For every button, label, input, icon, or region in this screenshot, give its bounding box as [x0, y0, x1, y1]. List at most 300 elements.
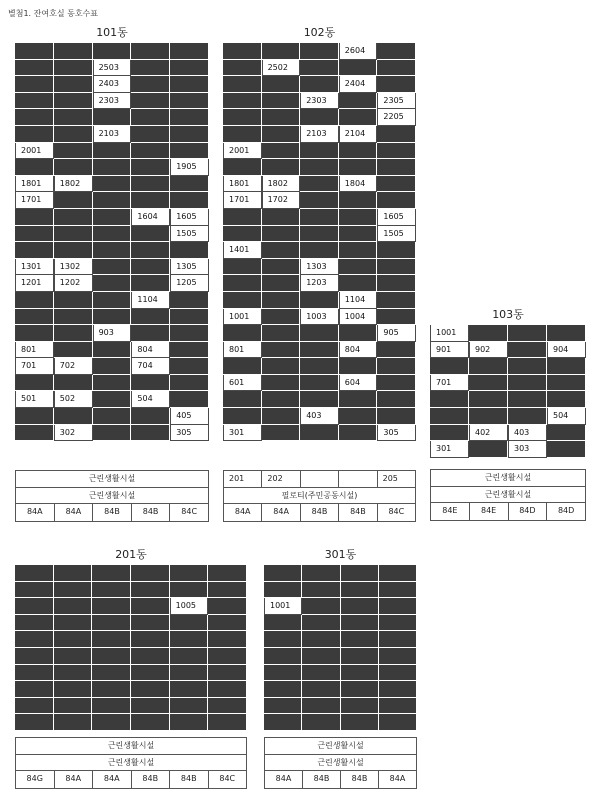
occupied-unit	[208, 665, 247, 682]
occupied-unit	[377, 358, 416, 375]
occupied-unit	[469, 391, 508, 408]
occupied-unit	[300, 425, 339, 442]
facility-label: 근린생활시설	[88, 474, 136, 483]
available-unit: 1801	[15, 176, 54, 193]
occupied-unit	[377, 159, 416, 176]
unit-type-label: 84B	[93, 504, 132, 521]
available-unit: 405	[170, 408, 209, 425]
occupied-unit	[131, 126, 170, 143]
occupied-unit	[262, 325, 301, 342]
occupied-unit	[223, 226, 262, 243]
building-title: 101동	[96, 26, 128, 39]
occupied-unit	[262, 93, 301, 110]
building-102-chart	[223, 24, 416, 520]
unit-type-row	[431, 503, 585, 520]
occupied-unit	[93, 143, 132, 160]
occupied-unit	[300, 159, 339, 176]
occupied-unit	[300, 292, 339, 309]
occupied-unit	[208, 631, 247, 648]
occupied-unit	[131, 598, 170, 615]
occupied-unit	[377, 309, 416, 326]
occupied-unit	[54, 342, 93, 359]
available-unit: 403	[508, 425, 547, 442]
building-103-chart	[430, 306, 586, 520]
occupied-unit	[54, 598, 93, 615]
occupied-unit	[262, 259, 301, 276]
unit-type-label: 84C	[388, 507, 405, 517]
facility-row	[224, 488, 415, 505]
available-unit: 1205	[170, 275, 209, 292]
occupied-unit	[15, 598, 54, 615]
available-unit: 804	[131, 342, 170, 359]
occupied-unit	[379, 714, 417, 731]
occupied-unit	[339, 226, 378, 243]
occupied-unit	[54, 408, 93, 425]
occupied-unit	[54, 615, 93, 632]
occupied-unit	[131, 714, 170, 731]
occupied-unit	[377, 408, 416, 425]
available-unit: 2001	[15, 143, 54, 160]
available-unit: 2305	[377, 93, 416, 110]
occupied-unit	[54, 242, 93, 259]
building-footer	[223, 470, 416, 522]
unit-type-label: 84A	[389, 774, 406, 784]
occupied-unit	[54, 43, 93, 60]
occupied-unit	[339, 109, 378, 126]
occupied-unit	[131, 309, 170, 326]
facility-label: 근린생활시설	[317, 757, 364, 767]
occupied-unit	[93, 226, 132, 243]
occupied-unit	[377, 275, 416, 292]
occupied-unit	[131, 76, 170, 93]
occupied-unit	[170, 648, 209, 665]
occupied-unit	[54, 209, 93, 226]
occupied-unit	[469, 375, 508, 392]
occupied-unit	[339, 159, 378, 176]
occupied-unit	[54, 648, 93, 665]
occupied-unit	[262, 292, 301, 309]
occupied-unit	[339, 391, 378, 408]
occupied-unit	[508, 391, 547, 408]
available-unit: 2303	[93, 93, 132, 110]
occupied-unit	[379, 698, 417, 715]
occupied-unit	[300, 143, 339, 160]
unit-type-label: 84E	[431, 503, 470, 520]
occupied-unit	[300, 43, 339, 60]
occupied-unit	[300, 109, 339, 126]
facility-row	[265, 755, 416, 772]
available-unit: 2205	[377, 109, 416, 126]
occupied-unit	[170, 391, 209, 408]
occupied-unit	[264, 681, 302, 698]
occupied-unit	[131, 176, 170, 193]
occupied-unit	[92, 648, 131, 665]
occupied-unit	[377, 143, 416, 160]
building-title: 201동	[115, 548, 147, 561]
occupied-unit	[15, 126, 54, 143]
occupied-unit	[379, 665, 417, 682]
available-unit: 501	[15, 391, 54, 408]
occupied-unit	[93, 259, 132, 276]
available-unit: 1104	[339, 292, 378, 309]
occupied-unit	[15, 93, 54, 110]
occupied-unit	[93, 425, 132, 442]
occupied-unit	[379, 631, 417, 648]
occupied-unit	[131, 615, 170, 632]
occupied-unit	[223, 126, 262, 143]
occupied-unit	[15, 714, 54, 731]
unit-type-row	[16, 771, 246, 788]
facility-label: 202	[262, 471, 300, 487]
occupied-unit	[93, 109, 132, 126]
occupied-unit	[469, 358, 508, 375]
occupied-unit	[262, 309, 301, 326]
document-title: 별첨1. 잔여호실 동호수표	[8, 9, 98, 18]
facility-label	[301, 471, 339, 487]
occupied-unit	[93, 408, 132, 425]
occupied-unit	[302, 665, 340, 682]
unit-type-label: 84B	[170, 771, 209, 788]
occupied-unit	[547, 391, 586, 408]
occupied-unit	[131, 408, 170, 425]
occupied-unit	[170, 565, 209, 582]
occupied-unit	[93, 192, 132, 209]
occupied-unit	[54, 681, 93, 698]
occupied-unit	[54, 309, 93, 326]
occupied-unit	[223, 292, 262, 309]
occupied-unit	[339, 259, 378, 276]
occupied-unit	[93, 391, 132, 408]
occupied-unit	[379, 648, 417, 665]
unit-type-label: 84C	[219, 774, 236, 784]
occupied-unit	[264, 582, 302, 599]
occupied-unit	[339, 275, 378, 292]
occupied-unit	[300, 192, 339, 209]
unit-grid	[15, 564, 247, 731]
available-unit: 1605	[170, 209, 209, 226]
occupied-unit	[15, 582, 54, 599]
available-unit: 1702	[262, 192, 301, 209]
occupied-unit	[341, 615, 379, 632]
occupied-unit	[131, 665, 170, 682]
occupied-unit	[131, 681, 170, 698]
occupied-unit	[262, 391, 301, 408]
occupied-unit	[93, 375, 132, 392]
occupied-unit	[302, 631, 340, 648]
available-unit: 305	[377, 425, 416, 442]
occupied-unit	[223, 76, 262, 93]
available-unit: 303	[508, 441, 547, 458]
facility-row	[431, 487, 585, 504]
occupied-unit	[15, 665, 54, 682]
occupied-unit	[223, 408, 262, 425]
occupied-unit	[341, 714, 379, 731]
available-unit: 1104	[131, 292, 170, 309]
occupied-unit	[341, 665, 379, 682]
occupied-unit	[223, 259, 262, 276]
occupied-unit	[208, 681, 247, 698]
occupied-unit	[430, 408, 469, 425]
facility-row	[265, 738, 416, 755]
facility-row	[16, 488, 208, 505]
facility-label: 근린생활시설	[484, 489, 532, 499]
occupied-unit	[92, 631, 131, 648]
unit-type-label: 84B	[339, 504, 377, 521]
available-unit: 1003	[300, 309, 339, 326]
occupied-unit	[54, 76, 93, 93]
occupied-unit	[377, 76, 416, 93]
occupied-unit	[131, 159, 170, 176]
occupied-unit	[300, 60, 339, 77]
occupied-unit	[264, 698, 302, 715]
occupied-unit	[170, 714, 209, 731]
unit-type-label: 84C	[181, 507, 198, 517]
unit-type-row	[224, 504, 415, 521]
available-unit: 1005	[170, 598, 209, 615]
building-title: 103동	[492, 308, 524, 321]
occupied-unit	[131, 425, 170, 442]
occupied-unit	[170, 582, 209, 599]
facility-label: 근린생활시설	[107, 741, 155, 750]
occupied-unit	[92, 714, 131, 731]
occupied-unit	[54, 93, 93, 110]
facility-row	[16, 755, 246, 772]
occupied-unit	[170, 43, 209, 60]
occupied-unit	[131, 242, 170, 259]
occupied-unit	[223, 209, 262, 226]
available-unit: 2503	[93, 60, 132, 77]
occupied-unit	[508, 325, 547, 342]
occupied-unit	[93, 176, 132, 193]
available-unit: 901	[430, 342, 469, 359]
available-unit: 1303	[300, 259, 339, 276]
occupied-unit	[170, 309, 209, 326]
occupied-unit	[170, 126, 209, 143]
occupied-unit	[170, 342, 209, 359]
occupied-unit	[170, 109, 209, 126]
occupied-unit	[131, 143, 170, 160]
occupied-unit	[131, 698, 170, 715]
occupied-unit	[264, 631, 302, 648]
available-unit: 1203	[300, 275, 339, 292]
unit-type-label: 84A	[265, 771, 303, 788]
occupied-unit	[264, 665, 302, 682]
occupied-unit	[430, 358, 469, 375]
available-unit: 905	[377, 325, 416, 342]
available-unit: 1802	[262, 176, 301, 193]
occupied-unit	[54, 631, 93, 648]
available-unit: 504	[131, 391, 170, 408]
unit-type-label: 84B	[132, 771, 171, 788]
occupied-unit	[15, 209, 54, 226]
occupied-unit	[377, 342, 416, 359]
occupied-unit	[93, 292, 132, 309]
occupied-unit	[15, 109, 54, 126]
available-unit: 1905	[170, 159, 209, 176]
unit-type-label: 84E	[470, 503, 509, 520]
occupied-unit	[469, 325, 508, 342]
occupied-unit	[223, 391, 262, 408]
occupied-unit	[377, 176, 416, 193]
occupied-unit	[302, 565, 340, 582]
available-unit: 1802	[54, 176, 93, 193]
occupied-unit	[15, 408, 54, 425]
occupied-unit	[302, 681, 340, 698]
occupied-unit	[547, 425, 586, 442]
occupied-unit	[302, 648, 340, 665]
occupied-unit	[223, 275, 262, 292]
occupied-unit	[341, 598, 379, 615]
occupied-unit	[377, 292, 416, 309]
available-unit: 1801	[223, 176, 262, 193]
occupied-unit	[15, 325, 54, 342]
occupied-unit	[300, 375, 339, 392]
occupied-unit	[300, 76, 339, 93]
occupied-unit	[131, 60, 170, 77]
occupied-unit	[93, 159, 132, 176]
available-unit: 1202	[54, 275, 93, 292]
unit-type-label: 84B	[301, 504, 339, 521]
unit-type-row	[265, 771, 416, 788]
occupied-unit	[262, 408, 301, 425]
occupied-unit	[170, 76, 209, 93]
occupied-unit	[339, 209, 378, 226]
occupied-unit	[208, 648, 247, 665]
building-footer	[15, 737, 247, 789]
occupied-unit	[131, 109, 170, 126]
occupied-unit	[170, 681, 209, 698]
occupied-unit	[262, 143, 301, 160]
occupied-unit	[262, 159, 301, 176]
building-301-chart	[264, 546, 417, 796]
occupied-unit	[92, 582, 131, 599]
unit-type-label: 84A	[55, 771, 94, 788]
occupied-unit	[469, 408, 508, 425]
occupied-unit	[469, 441, 508, 458]
occupied-unit	[339, 408, 378, 425]
available-unit: 1001	[223, 309, 262, 326]
occupied-unit	[54, 143, 93, 160]
occupied-unit	[15, 292, 54, 309]
unit-type-row	[16, 504, 208, 521]
occupied-unit	[131, 43, 170, 60]
facility-label	[339, 471, 377, 487]
occupied-unit	[262, 425, 301, 442]
facility-row	[16, 738, 246, 755]
available-unit: 701	[15, 358, 54, 375]
occupied-unit	[377, 391, 416, 408]
occupied-unit	[547, 325, 586, 342]
unit-type-label: 84A	[93, 771, 132, 788]
unit-grid	[264, 564, 417, 731]
occupied-unit	[547, 441, 586, 458]
occupied-unit	[54, 126, 93, 143]
available-unit: 1305	[170, 259, 209, 276]
unit-type-label: 84G	[16, 771, 55, 788]
occupied-unit	[508, 342, 547, 359]
available-unit: 1701	[15, 192, 54, 209]
occupied-unit	[341, 681, 379, 698]
occupied-unit	[300, 226, 339, 243]
occupied-unit	[341, 698, 379, 715]
occupied-unit	[170, 698, 209, 715]
available-unit: 903	[93, 325, 132, 342]
occupied-unit	[302, 582, 340, 599]
occupied-unit	[93, 358, 132, 375]
occupied-unit	[93, 309, 132, 326]
available-unit: 601	[223, 375, 262, 392]
unit-type-label: 84D	[509, 503, 548, 520]
building-footer	[15, 470, 209, 522]
building-101-chart	[15, 24, 209, 520]
occupied-unit	[92, 615, 131, 632]
occupied-unit	[15, 565, 54, 582]
occupied-unit	[131, 631, 170, 648]
occupied-unit	[92, 565, 131, 582]
occupied-unit	[93, 342, 132, 359]
occupied-unit	[15, 226, 54, 243]
occupied-unit	[92, 598, 131, 615]
occupied-unit	[131, 192, 170, 209]
available-unit: 801	[223, 342, 262, 359]
facility-label: 근린생활시설	[484, 473, 532, 482]
available-unit: 701	[430, 375, 469, 392]
available-unit: 301	[430, 441, 469, 458]
building-footer	[430, 469, 586, 521]
occupied-unit	[15, 698, 54, 715]
occupied-unit	[300, 342, 339, 359]
occupied-unit	[341, 631, 379, 648]
available-unit: 1604	[131, 209, 170, 226]
occupied-unit	[54, 375, 93, 392]
occupied-unit	[300, 176, 339, 193]
occupied-unit	[170, 176, 209, 193]
occupied-unit	[547, 375, 586, 392]
occupied-unit	[15, 425, 54, 442]
occupied-unit	[223, 109, 262, 126]
building-title: 102동	[303, 26, 336, 39]
available-unit: 1004	[339, 309, 378, 326]
occupied-unit	[15, 648, 54, 665]
occupied-unit	[54, 159, 93, 176]
occupied-unit	[508, 375, 547, 392]
occupied-unit	[131, 582, 170, 599]
occupied-unit	[131, 226, 170, 243]
occupied-unit	[93, 275, 132, 292]
occupied-unit	[54, 714, 93, 731]
available-unit: 704	[131, 358, 170, 375]
occupied-unit	[341, 565, 379, 582]
occupied-unit	[262, 209, 301, 226]
occupied-unit	[223, 43, 262, 60]
occupied-unit	[300, 325, 339, 342]
occupied-unit	[379, 565, 417, 582]
occupied-unit	[379, 615, 417, 632]
occupied-unit	[262, 76, 301, 93]
occupied-unit	[15, 76, 54, 93]
occupied-unit	[15, 681, 54, 698]
available-unit: 1605	[377, 209, 416, 226]
occupied-unit	[54, 665, 93, 682]
available-unit: 702	[54, 358, 93, 375]
available-unit: 2001	[223, 143, 262, 160]
occupied-unit	[208, 714, 247, 731]
unit-type-label: 84A	[16, 504, 55, 521]
occupied-unit	[302, 714, 340, 731]
facility-row	[16, 471, 208, 488]
occupied-unit	[93, 242, 132, 259]
available-unit: 801	[15, 342, 54, 359]
